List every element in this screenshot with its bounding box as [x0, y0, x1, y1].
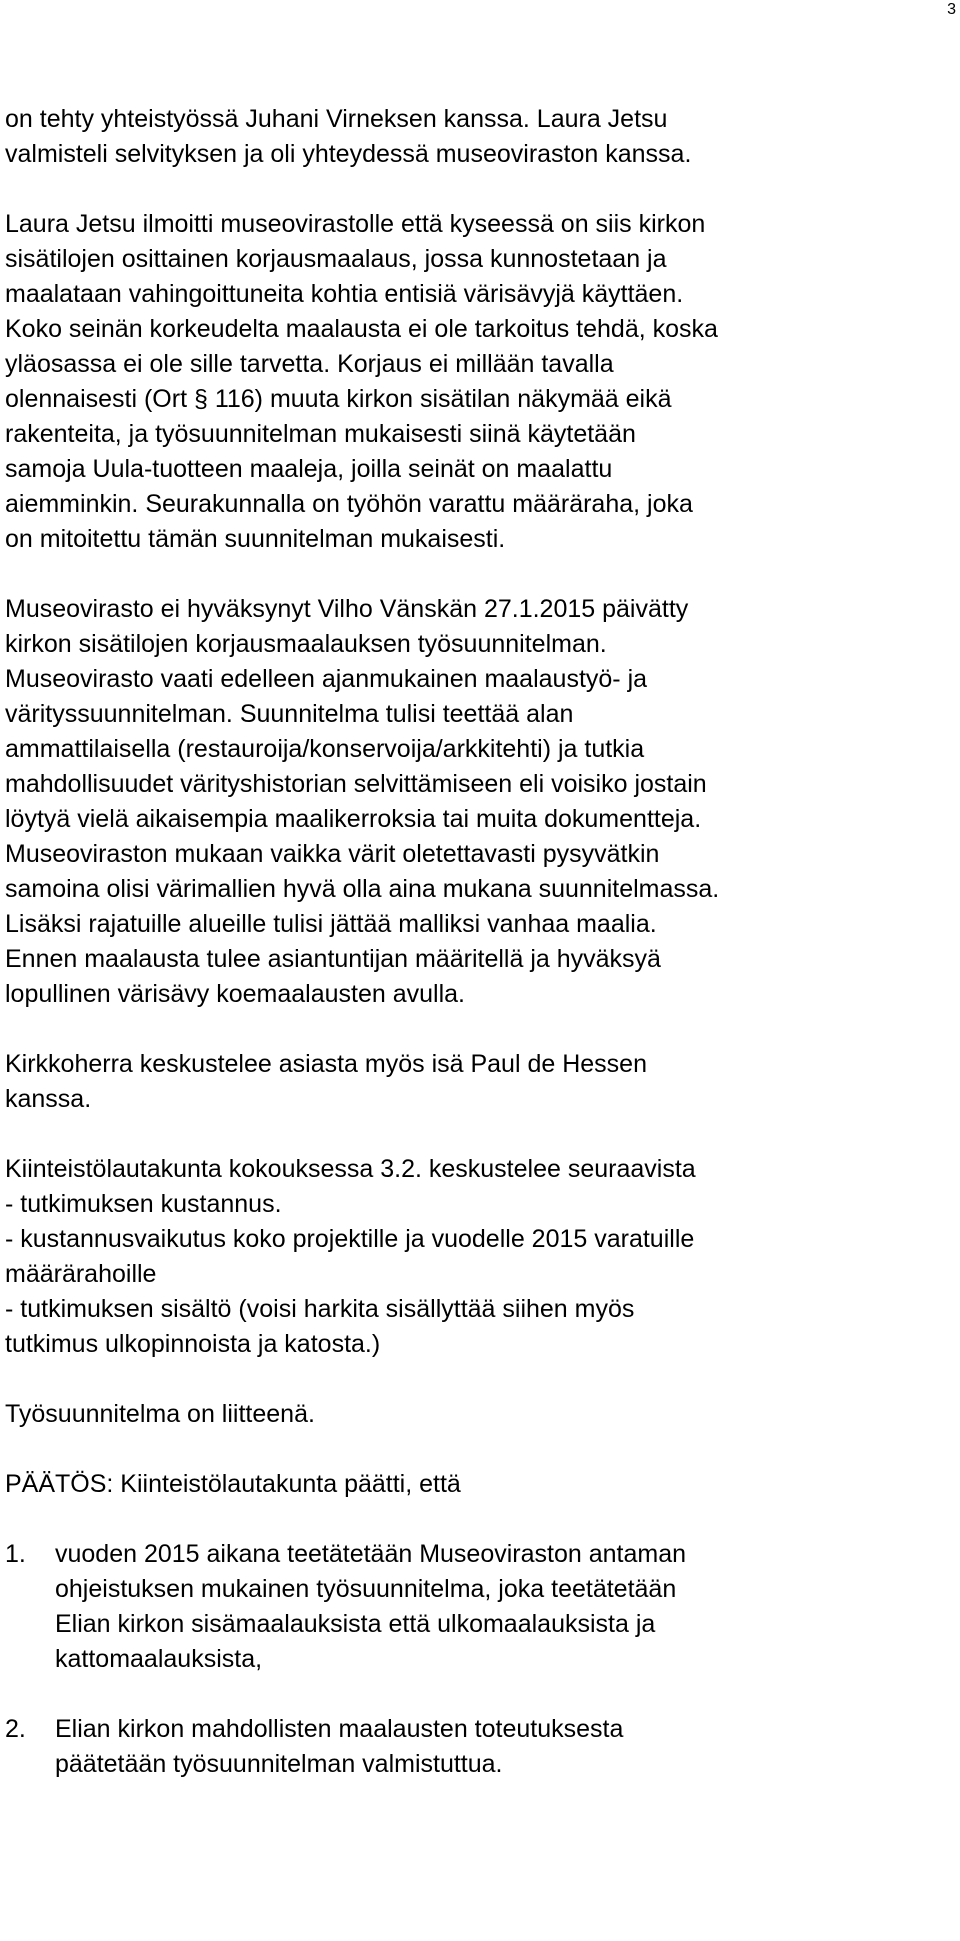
text-line: - kustannusvaikutus koko projektille ja vuodelle 2015 varatuille — [5, 1225, 695, 1253]
text-line: lopullinen värisävy koemaalausten avulla. — [5, 980, 465, 1008]
text-line: Koko seinän korkeudelta maalausta ei ole tarkoitus tehdä, koska — [5, 315, 718, 343]
text-line: samoina olisi värimallien hyvä olla aina mukana suunnitelmassa. — [5, 875, 720, 903]
text-line: mahdollisuudet värityshistorian selvittämiseen eli voisiko jostain — [5, 770, 707, 798]
text-line: PÄÄTÖS: Kiinteistölautakunta päätti, että — [5, 1470, 461, 1498]
paragraph-decision-heading — [5, 1467, 950, 1502]
text-line: valmisteli selvityksen ja oli yhteydessä museoviraston kanssa. — [5, 140, 692, 168]
text-line: löytyä vielä aikaisempia maalikerroksia tai muita dokumentteja. — [5, 805, 702, 833]
list-item-number: 2. — [5, 1715, 26, 1743]
text-line: ohjeistuksen mukainen työsuunnitelma, joka teetätetään — [55, 1575, 677, 1603]
text-line: Elian kirkon mahdollisten maalausten toteutuksesta — [55, 1715, 624, 1743]
text-line: - tutkimuksen kustannus. — [5, 1190, 282, 1218]
text-line: Museoviraston mukaan vaikka värit oletettavasti pysyvätkin — [5, 840, 660, 868]
text-line: aiemminkin. Seurakunnalla on työhön varattu määräraha, joka — [5, 490, 693, 518]
text-line: Laura Jetsu ilmoitti museovirastolle että kyseessä on siis kirkon — [5, 210, 706, 238]
text-line: vuoden 2015 aikana teetätetään Museoviraston antaman — [55, 1540, 687, 1568]
text-line: kirkon sisätilojen korjausmaalauksen työsuunnitelman. — [5, 630, 607, 658]
text-line: Museovirasto vaati edelleen ajanmukainen maalaustyö- ja — [5, 665, 648, 693]
list-item-number: 1. — [5, 1540, 26, 1568]
document-body — [5, 102, 950, 1817]
text-line: samoja Uula-tuotteen maaleja, joilla seinät on maalattu — [5, 455, 613, 483]
text-line: Elian kirkon sisämaalauksista että ulkomaalauksista ja — [55, 1610, 656, 1638]
text-line: yläosassa ei ole sille tarvetta. Korjaus ei millään tavalla — [5, 350, 614, 378]
text-line: värityssuunnitelman. Suunnitelma tulisi teettää alan — [5, 700, 574, 728]
paragraph-meeting-topics — [5, 1152, 950, 1362]
page-number: 3 — [947, 1, 956, 18]
text-line: Kiinteistölautakunta kokouksessa 3.2. keskustelee seuraavista — [5, 1155, 696, 1183]
decision-list — [5, 1537, 950, 1782]
text-line: Kirkkoherra keskustelee asiasta myös isä Paul de Hessen — [5, 1050, 647, 1078]
text-line: on mitoitettu tämän suunnitelman mukaisesti. — [5, 525, 506, 553]
text-line: Museovirasto ei hyväksynyt Vilho Vänskän 27.1.2015 päivätty — [5, 595, 689, 623]
text-line: tutkimus ulkopinnoista ja katosta.) — [5, 1330, 381, 1358]
text-line: Ennen maalausta tulee asiantuntijan määritellä ja hyväksyä — [5, 945, 661, 973]
text-line: olennaisesti (Ort § 116) muuta kirkon sisätilan näkymää eikä — [5, 385, 672, 413]
list-item — [5, 1712, 950, 1782]
text-line: - tutkimuksen sisältö (voisi harkita sisällyttää siihen myös — [5, 1295, 635, 1323]
text-line: ammattilaisella (restauroija/konservoija/arkkitehti) ja tutkia — [5, 735, 645, 763]
text-line: rakenteita, ja työsuunnitelman mukaisesti siinä käytetään — [5, 420, 636, 448]
paragraph-attachment — [5, 1397, 950, 1432]
text-line: päätetään työsuunnitelman valmistuttua. — [55, 1750, 503, 1778]
text-line: määrärahoille — [5, 1260, 157, 1288]
paragraph-cooperation — [5, 102, 950, 172]
text-line: maalataan vahingoittuneita kohtia entisiä värisävyjä käyttäen. — [5, 280, 684, 308]
text-line: on tehty yhteistyössä Juhani Virneksen kanssa. Laura Jetsu — [5, 105, 668, 133]
list-item — [5, 1537, 950, 1677]
text-line: sisätilojen osittainen korjausmaalaus, jossa kunnostetaan ja — [5, 245, 667, 273]
text-line: Lisäksi rajatuille alueille tulisi jättää malliksi vanhaa maalia. — [5, 910, 657, 938]
text-line: kanssa. — [5, 1085, 92, 1113]
text-line: Työsuunnitelma on liitteenä. — [5, 1400, 315, 1428]
paragraph-report — [5, 207, 950, 557]
paragraph-kirkkoherra — [5, 1047, 950, 1117]
paragraph-museovirasto — [5, 592, 950, 1012]
text-line: kattomaalauksista, — [55, 1645, 263, 1673]
